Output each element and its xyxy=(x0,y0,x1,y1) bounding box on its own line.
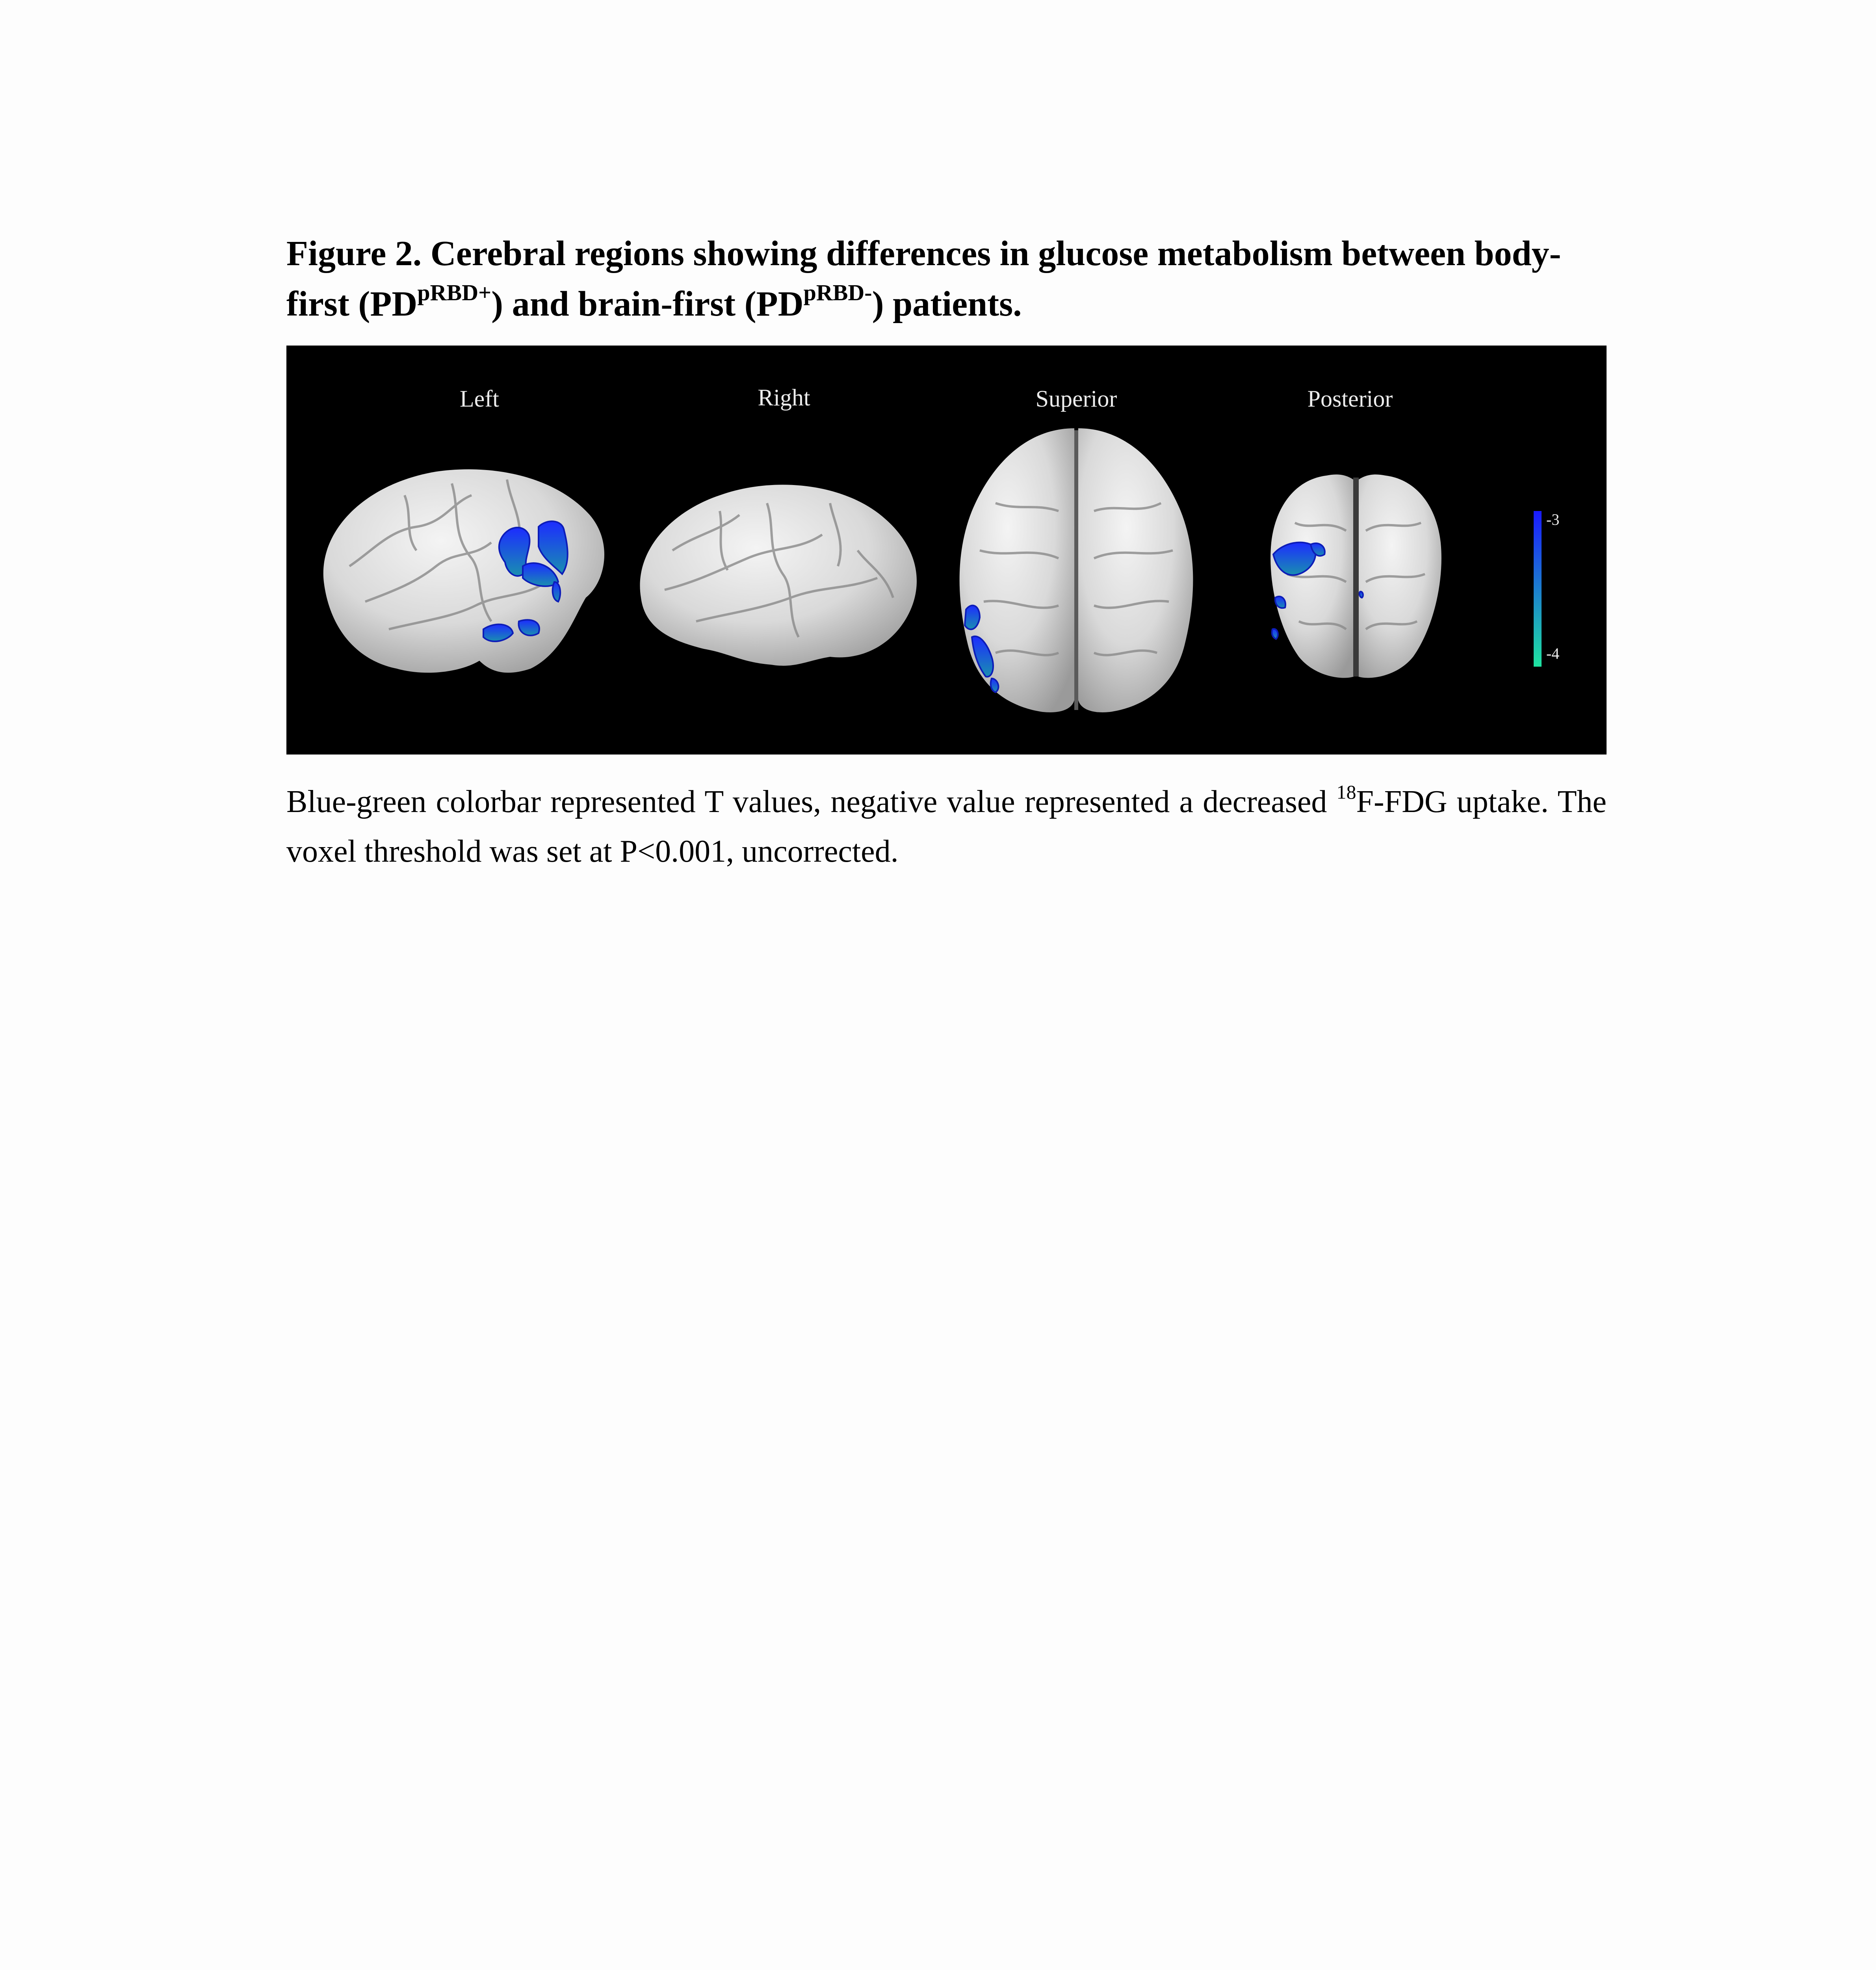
caption-part-1: Blue-green colorbar represented T values, negative value represented a decreased xyxy=(286,784,1337,819)
figure-title xyxy=(286,229,1610,329)
view-label-right: Right xyxy=(758,385,810,411)
brain-right-view xyxy=(640,485,917,666)
title-middle: ) and brain-first (PD xyxy=(491,284,804,323)
colorbar xyxy=(1534,511,1559,667)
colorbar-max-label: -3 xyxy=(1546,511,1560,528)
title-suffix: ) patients. xyxy=(872,284,1022,323)
caption-superscript: 18 xyxy=(1336,781,1356,803)
brain-left-view xyxy=(323,469,604,673)
brain-figure-svg xyxy=(286,346,1607,755)
view-label-left: Left xyxy=(460,386,499,412)
colorbar-min-label: -4 xyxy=(1546,645,1560,662)
brain-figure xyxy=(286,346,1607,755)
view-label-superior: Superior xyxy=(1035,386,1117,412)
colorbar-gradient xyxy=(1534,511,1542,667)
view-label-posterior: Posterior xyxy=(1307,386,1393,412)
title-superscript-1: pRBD+ xyxy=(417,280,492,305)
brain-posterior-view xyxy=(1270,474,1441,678)
figure-caption xyxy=(286,777,1607,876)
title-prefix: Figure 2. Cerebral regions showing differences in glucose metabolism between body-first (PD xyxy=(286,234,1561,323)
caption-part-2: F-FDG uptake. The voxel threshold was set at P<0.001, uncorrected. xyxy=(286,784,1607,869)
title-superscript-2: pRBD- xyxy=(803,280,872,305)
brain-superior-view xyxy=(960,428,1193,712)
